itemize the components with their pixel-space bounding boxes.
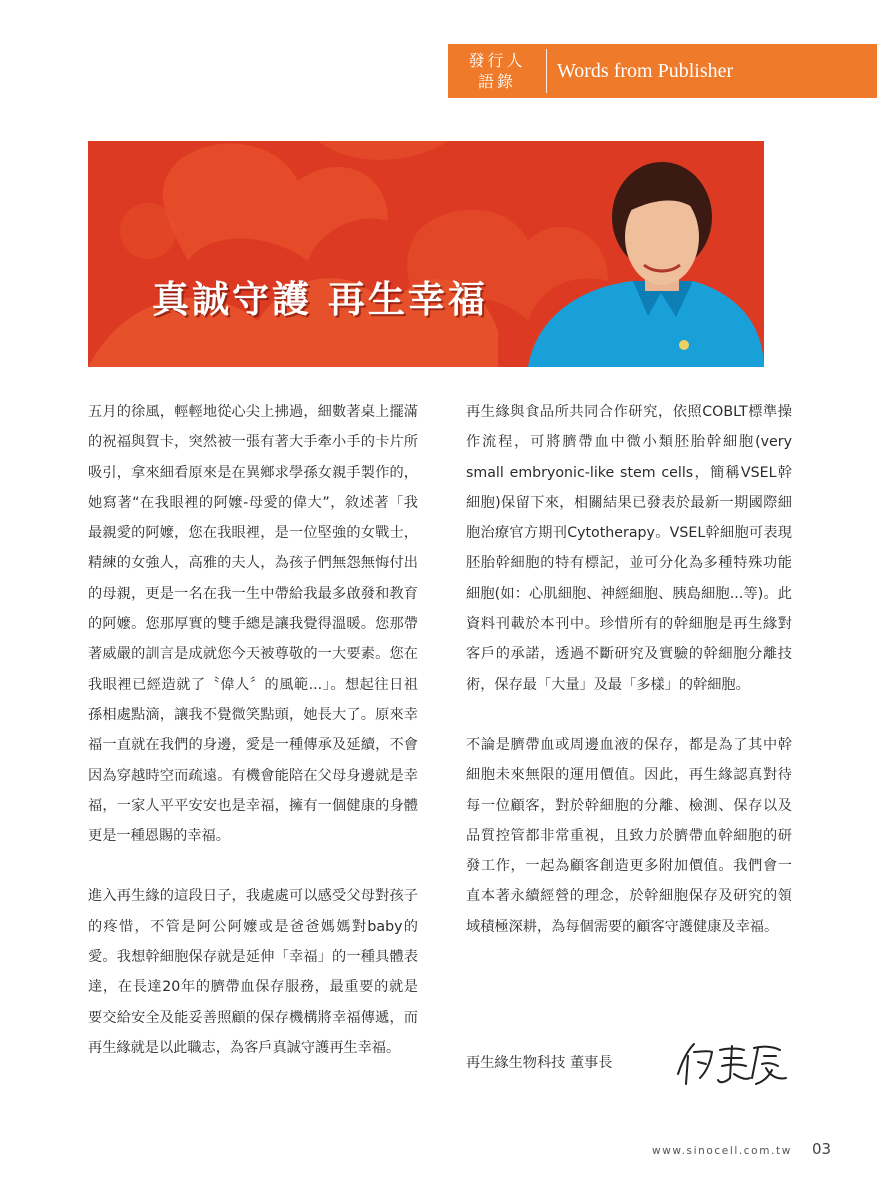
left-column <box>88 397 418 1063</box>
hero-banner <box>88 141 764 367</box>
section-header-tab <box>448 44 877 98</box>
signature-title: 再生緣生物科技 董事長 <box>466 1055 613 1071</box>
paragraph: 不論是臍帶血或周邊血液的保存，都是為了其中幹細胞未來無限的運用價值。因此，再生緣認真對待每一位顧客，對於幹細胞的分離、檢測、保存以及品質控管都非常重視，且致力於臍帶血幹細胞的研發工作，一起為顧客創造更多附加價值。我們會一直本著永續經營的理念，於幹細胞保存及研究的領域積極深耕，為每個需要的顧客守護健康及幸福。 <box>466 736 792 935</box>
article-title: 真誠守護 再生幸福 <box>152 278 488 321</box>
section-title-zh-line1: 發行人 <box>468 51 526 70</box>
paragraph: 五月的徐風，輕輕地從心尖上拂過，細數著桌上擺滿的祝福與賀卡，突然被一張有著大手牽小手的卡片所吸引，拿來細看原來是在異鄉求學孫女親手製作的，她寫著“在我眼裡的阿嬤-母愛的偉大”，敘述著「我最親愛的阿嬤，您在我眼裡，是一位堅強的女戰士，精練的女強人，高雅的夫人，為孩子們無怨無悔付出的母親，更是一名在我一生中帶給我最多啟發和教育的阿嬤。您那厚實的雙手總是讓我覺得溫暖。您那帶著威嚴的訓言是成就您今天被尊敬的一大要素。您在我眼裡已經造就了〝偉人〞的風範...」。想起往日祖孫相處點滴，讓我不覺微笑點頭，她長大了。原來幸福一直就在我們的身邊，愛是一種傳承及延續，不會因為穿越時空而疏遠。有機會能陪在父母身邊就是幸福，一家人平平安安也是幸福，擁有一個健康的身體更是一種恩賜的幸福。 <box>88 404 418 845</box>
footer-url: www.sinocell.com.tw <box>652 1145 792 1157</box>
right-column <box>466 397 792 942</box>
header-divider <box>546 49 547 93</box>
peony-pattern <box>88 141 608 367</box>
paragraph: 再生緣與食品所共同合作研究，依照COBLT標準操作流程，可將臍帶血中微小類胚胎幹細胞(very small embryonic-like stem cells，簡稱VSEL幹細胞)保留下來，相關結果已發表於最新一期國際細胞治療官方期刊Cytotherapy。VSEL幹細胞可表現胚胎幹細胞的特有標記，並可分化為多種特殊功能細胞(如：心肌細胞、神經細胞、胰島細胞...等)。此資料刊載於本刊中。珍惜所有的幹細胞是再生緣對客戶的承諾，透過不斷研究及實驗的幹細胞分離技術，保存最「大量」及最「多樣」的幹細胞。 <box>466 404 792 693</box>
section-title-zh <box>448 50 546 92</box>
paragraph: 進入再生緣的這段日子，我處處可以感受父母對孩子的疼惜，不管是阿公阿嬤或是爸爸媽媽對baby的愛。我想幹細胞保存就是延伸「幸福」的一種具體表達，在長達20年的臍帶血保存服務，最重要的就是要交給安全及能妥善照顧的保存機構將幸福傳遞，而再生緣就是以此職志，為客戶真誠守護再生幸福。 <box>88 888 418 1056</box>
banner-artwork <box>88 141 764 367</box>
page-number: 03 <box>812 1140 832 1158</box>
section-title-en: Words from Publisher <box>557 59 734 82</box>
signature-handwriting <box>672 1038 792 1092</box>
section-title-zh-line2: 語錄 <box>477 72 516 91</box>
signature-image <box>672 1038 792 1088</box>
